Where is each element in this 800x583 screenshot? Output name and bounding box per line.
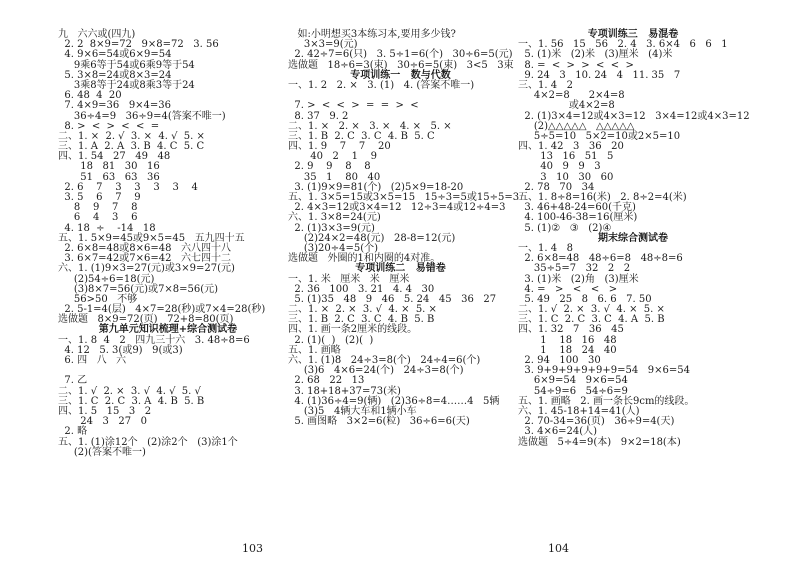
answer-line: 五、1. 画略 — [288, 344, 341, 356]
section-heading: 专项训练一 数与代数 — [350, 69, 451, 81]
answer-line: 8. 37 9. 2 — [288, 110, 349, 122]
answer-line: 40 9 9 3 — [518, 161, 601, 173]
answer-line: 2. 36 100 3. 21 4. 4 30 — [288, 283, 435, 295]
answer-line: 5. (1)35 48 9 46 5. 24 45 36 27 — [288, 293, 497, 305]
answer-line: 2. (1)3×3=9(元) — [288, 222, 375, 234]
answer-line: 三、1. C 2. C 3. A 4. B 5. B — [58, 395, 205, 407]
answer-line: 3×3=9(元) — [288, 39, 358, 51]
answer-line: 选做题 8×9=72(页) 72+8=80(页) — [58, 314, 234, 326]
page-number-right: 104 — [548, 542, 569, 555]
answer-line: 二、1. × 2. × 3. √ 4. × 5. × — [288, 304, 437, 316]
answer-line: 四、1. 5 15 3 2 — [58, 405, 152, 417]
answer-line: 4. = > < < > — [518, 283, 618, 295]
answer-line: 选做题 18÷6=3(束) 30÷6=5(束) 3<5 3束 — [288, 59, 514, 71]
answer-line: 或4×2=8 — [518, 100, 615, 112]
answer-column-left — [58, 30, 278, 458]
answer-line: 5. (1)② ③ (2)④ — [518, 222, 612, 234]
answer-line: 24 3 27 0 — [58, 416, 148, 428]
answer-line: 四、1. 42 3 36 20 — [518, 141, 624, 153]
answer-line: 2. 78 70 34 — [518, 181, 595, 193]
section-heading: 专项训练二 易错卷 — [355, 263, 446, 275]
answer-line: 五、1. 3×5=15或3×5=15 15÷3=5或15÷5=3 — [288, 192, 520, 203]
answer-line: 二、1. √ 2. × 3. √ 4. √ 5. √ — [58, 385, 201, 397]
answer-line: 一、1. 4 8 — [518, 242, 573, 254]
answer-line: 2. (1)( ) (2)( ) — [288, 334, 374, 346]
answer-line: 3 10 30 60 — [518, 171, 614, 183]
answer-line: 选做题 外圈的1和内圈的4对准。 — [288, 253, 441, 265]
answer-line: 3. 46+48-24=60(千克) — [518, 202, 636, 214]
answer-line: 2. 42÷7=6(只) 3. 5÷1=6(个) 30÷6=5(元) — [288, 49, 513, 61]
answer-line: 4×2=8 2×4=8 — [518, 90, 625, 102]
answer-line: 6×9=54 9×6=54 — [518, 375, 628, 387]
answer-line: 三、1. 4 2 — [518, 79, 573, 91]
answer-line: 3. (1)9×9=81(个) (2)5×9=18-20 — [288, 181, 464, 193]
answer-line: 5. 3×8=24或8×3=24 — [58, 69, 172, 81]
answer-line: 40 2 1 9 — [288, 151, 378, 163]
answer-line: 6. 48 4 20 — [58, 90, 122, 102]
answer-line: 选做题 5÷4=9(本) 9×2=18(本) — [518, 436, 681, 448]
answer-line: (2)(答案不唯一) — [58, 446, 146, 458]
answer-line: 如:小明想买3本练习本,要用多少钱? — [288, 29, 456, 40]
answer-line: (2)54÷6=18(元) — [58, 273, 155, 285]
answer-line: 3. 5 6 7 9 — [58, 192, 141, 203]
answer-line: 54÷9=6 54÷6=9 — [518, 385, 628, 397]
answer-line: 三、1. C 2. C 3. C 4. A 5. B — [518, 314, 665, 326]
section-heading: 第九单元知识梳理+综合测试卷 — [98, 324, 238, 336]
answer-line: 4. 100-46-38=16(厘米) — [518, 212, 638, 224]
answer-line: 2. 70-34=36(页) 36÷9=4(天) — [518, 416, 675, 428]
answer-line: 3. (1)米 (2)角 (3)厘米 — [518, 273, 639, 285]
answer-line: 7. 4×9=36 9×4=36 — [58, 100, 172, 112]
answer-line: (2)24×2=48(元) 28-8=12(元) — [288, 232, 456, 244]
answer-line: 二、1. √ 2. × 3. √ 4. × 5. × — [518, 304, 665, 316]
section-heading: 期末综合测试卷 — [598, 232, 668, 244]
answer-line: 5÷5=10 5×2=10或2×5=10 — [518, 130, 681, 142]
answer-line: 五、1. (1)涂12个 (2)涂2个 (3)涂1个 — [58, 436, 238, 448]
answer-line: 3. 4×6=24(人) — [518, 426, 598, 438]
answer-line: 4. 12 5. 3(或9) 9(或3) — [58, 344, 183, 356]
answer-line: 9乘6等于54或6乘9等于54 — [58, 59, 195, 71]
answer-line: (3)20÷4=5(个) — [288, 242, 379, 254]
answer-column-right — [518, 30, 748, 448]
answer-line: (3)5 4辆大车和1辆小车 — [288, 405, 417, 417]
answer-line: (3)8×7=56(元)或7×8=56(元) — [58, 283, 219, 295]
answer-line: 六、1. 3×8=24(元) — [288, 212, 381, 224]
answer-line: 一、1. 米 厘米 米 厘米 — [288, 273, 410, 285]
answer-line: 2. 9 9 8 8 — [288, 161, 371, 173]
answer-line: 四、1. 32 7 36 45 — [518, 324, 624, 336]
answer-line: (3)6 4×6=24(个) 24÷3=8(个) — [288, 365, 464, 377]
answer-line: 三、1. B 2. C 3. C 4. B 5. B — [288, 314, 435, 326]
answer-line: 18 81 30 16 — [58, 161, 160, 173]
answer-line: 二、1. × 2. × 3. × 4. × 5. × — [288, 120, 452, 132]
answer-line: 二、1. × 2. √ 3. × 4. √ 5. × — [58, 130, 205, 142]
answer-line: 4. 9×6=54或6×9=54 — [58, 49, 172, 61]
answer-line: 3. 18+18+37=73(米) — [288, 385, 401, 397]
answer-line: 四、1. 画一条2厘米的线段。 — [288, 324, 418, 336]
answer-line: 2. 6 7 3 3 3 3 4 — [58, 181, 198, 193]
answer-line: 六、1. 45-18+14=41(人) — [518, 405, 640, 417]
answer-line: 五、1. 5×9=45或9×5=45 五九四十五 — [58, 232, 245, 244]
answer-line: 3. 6×7=42或7×6=42 六七四十二 — [58, 253, 232, 265]
answer-line: 三、1. A 2. A 3. B 4. C 5. C — [58, 141, 205, 153]
answer-line: 2. 94 100 30 — [518, 355, 601, 366]
answer-line: 2. 4×3=12或3×4=12 12÷3=4或12÷4=3 — [288, 202, 506, 214]
answer-line: 4. 18 ÷ -14 18 — [58, 222, 156, 234]
answer-line: 6. 四 八 六 — [58, 355, 127, 366]
answer-line: 三、1. B 2. C 3. C 4. B 5. C — [288, 130, 435, 142]
answer-line: 六、1. (1)8 24÷3=8(个) 24÷4=6(个) — [288, 355, 481, 366]
answer-line: 五、1. 8÷8=16(米) 2. 8÷2=4(米) — [518, 192, 687, 203]
answer-line: 7. 乙 — [58, 375, 88, 387]
answer-line: 九 六六或(四九) — [58, 29, 136, 40]
answer-line: 一、1. 8 4 2 四九三十六 3. 48÷8=6 — [58, 334, 250, 346]
answer-line: 35÷5=7 32 2 2 — [518, 263, 631, 275]
page-number-left: 103 — [242, 542, 263, 555]
answer-line: 5. 49 25 8 6. 6 7. 50 — [518, 293, 652, 305]
answer-line: 2. 略 — [58, 426, 88, 438]
answer-line: 1 18 16 48 — [518, 334, 617, 346]
answer-line: 8. > < > < < = — [58, 120, 160, 132]
answer-line: 13 16 51 5 — [518, 151, 614, 163]
answer-line: 7. > < < > = = > < — [288, 100, 419, 112]
answer-line: 2. 5-1=4(层) 4×7=28(秒)或7×4=28(秒) — [58, 304, 266, 316]
answer-line: 9. 24 3 10. 24 4 11. 35 7 — [518, 69, 681, 81]
answer-line: 1 18 24 40 — [518, 344, 617, 356]
answer-line: (2)△△△△△ △△△△△ — [518, 120, 635, 132]
answer-line: 2. 6×8=48 48÷6=8 48÷8=6 — [518, 253, 683, 265]
answer-line: 一、1. 2 2. × 3. (1) 4. (答案不唯一) — [288, 79, 475, 91]
answer-line: 4. (1)36÷4=9(辆) (2)36÷8=4……4 5辆 — [288, 395, 500, 407]
answer-column-middle — [288, 29, 520, 428]
answer-line: 35 1 80 40 — [288, 171, 381, 183]
answer-line: 六、1. (1)9×3=27(元)或3×9=27(元) — [58, 263, 235, 275]
answer-line: 51 63 63 36 — [58, 171, 160, 183]
answer-line: 2. (1)3×4=12或4×3=12 3×4=12或4×3=12 — [518, 110, 750, 122]
answer-line: 8 9 7 8 — [58, 202, 138, 214]
answer-line: 四、1. 54 27 49 48 — [58, 151, 171, 163]
section-heading: 专项训练三 易混卷 — [587, 29, 679, 40]
answer-line: 5. (1)米 (2)米 (3)厘米 (4)米 — [518, 49, 673, 61]
answer-line: 36÷4=9 36÷9=4(答案不唯一) — [58, 110, 226, 122]
answer-line: 3乘8等于24或8乘3等于24 — [58, 79, 195, 91]
answer-line: 6 4 3 6 — [58, 212, 138, 224]
answer-line: 3. 9+9+9+9+9+9=54 9×6=54 — [518, 365, 690, 377]
answer-line: 8. = < > > < < > — [518, 59, 634, 71]
answer-line: 2. 6×8=48或8×6=48 六八四十八 — [58, 242, 232, 254]
answer-line — [58, 366, 278, 376]
answer-line: 2. 68 22 13 — [288, 375, 365, 387]
answer-line: 一、1. 56 15 56 2. 4 3. 6×4 6 6 1 — [518, 39, 728, 51]
answer-line: 56>50 不够 — [58, 293, 138, 305]
answer-line: 四、1. 9 7 7 20 — [288, 141, 391, 153]
answer-line: 2. 2 8×9=72 9×8=72 3. 56 — [58, 39, 219, 51]
answer-line: 五、1. 画略 2. 画一条长9cm的线段。 — [518, 395, 695, 407]
answer-line: 5. 画图略 3×2=6(粒) 36÷6=6(天) — [288, 416, 470, 428]
